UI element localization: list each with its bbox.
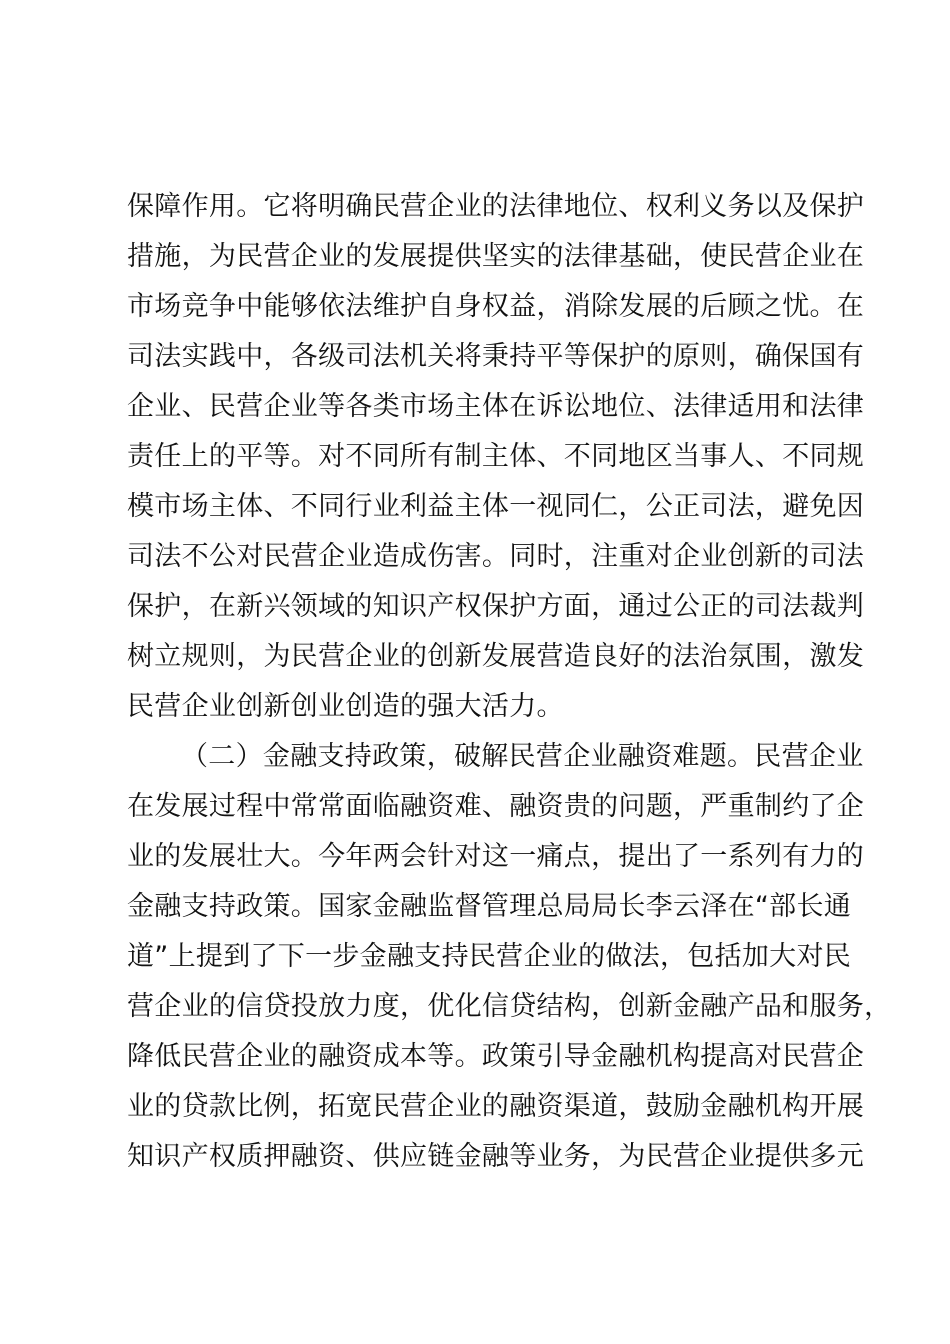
text-line: 知识产权质押融资、供应链金融等业务，为民营企业提供多元 (127, 1141, 865, 1172)
text-line: 模市场主体、不同行业利益主体一视同仁，公正司法，避免因 (127, 491, 865, 522)
text-line: 责任上的平等。对不同所有制主体、不同地区当事人、不同规 (127, 441, 865, 472)
text-line: 措施，为民营企业的发展提供坚实的法律基础，使民营企业在 (127, 241, 865, 272)
text-line: 金融支持政策。国家金融监督管理总局局长李云泽在“部长通 (127, 891, 852, 922)
text-line: 保障作用。它将明确民营企业的法律地位、权利义务以及保护 (127, 191, 865, 222)
text-line: 在发展过程中常常面临融资难、融资贵的问题，严重制约了企 (127, 791, 865, 822)
text-line: 民营企业创新创业创造的强大活力。 (127, 691, 564, 722)
text-line: 企业、民营企业等各类市场主体在诉讼地位、法律适用和法律 (127, 391, 865, 422)
text-line: 市场竞争中能够依法维护自身权益，消除发展的后顾之忧。在 (127, 291, 865, 322)
text-line: 司法实践中，各级司法机关将秉持平等保护的原则，确保国有 (127, 341, 865, 372)
text-line: 营企业的信贷投放力度，优化信贷结构，创新金融产品和服务， (127, 991, 892, 1022)
text-line: 道”上提到了下一步金融支持民营企业的做法，包括加大对民 (127, 941, 852, 972)
text-line: 业的发展壮大。今年两会针对这一痛点，提出了一系列有力的 (127, 841, 865, 872)
section-heading-line: （二）金融支持政策，破解民营企业融资难题。民营企业 (181, 741, 864, 772)
text-line: 司法不公对民营企业造成伤害。同时，注重对企业创新的司法 (127, 541, 865, 572)
text-line: 树立规则，为民营企业的创新发展营造良好的法治氛围，激发 (127, 641, 865, 672)
text-line: 业的贷款比例，拓宽民营企业的融资渠道，鼓励金融机构开展 (127, 1091, 865, 1122)
text-line: 保护，在新兴领域的知识产权保护方面，通过公正的司法裁判 (127, 591, 865, 622)
text-line: 降低民营企业的融资成本等。政策引导金融机构提高对民营企 (127, 1041, 865, 1072)
